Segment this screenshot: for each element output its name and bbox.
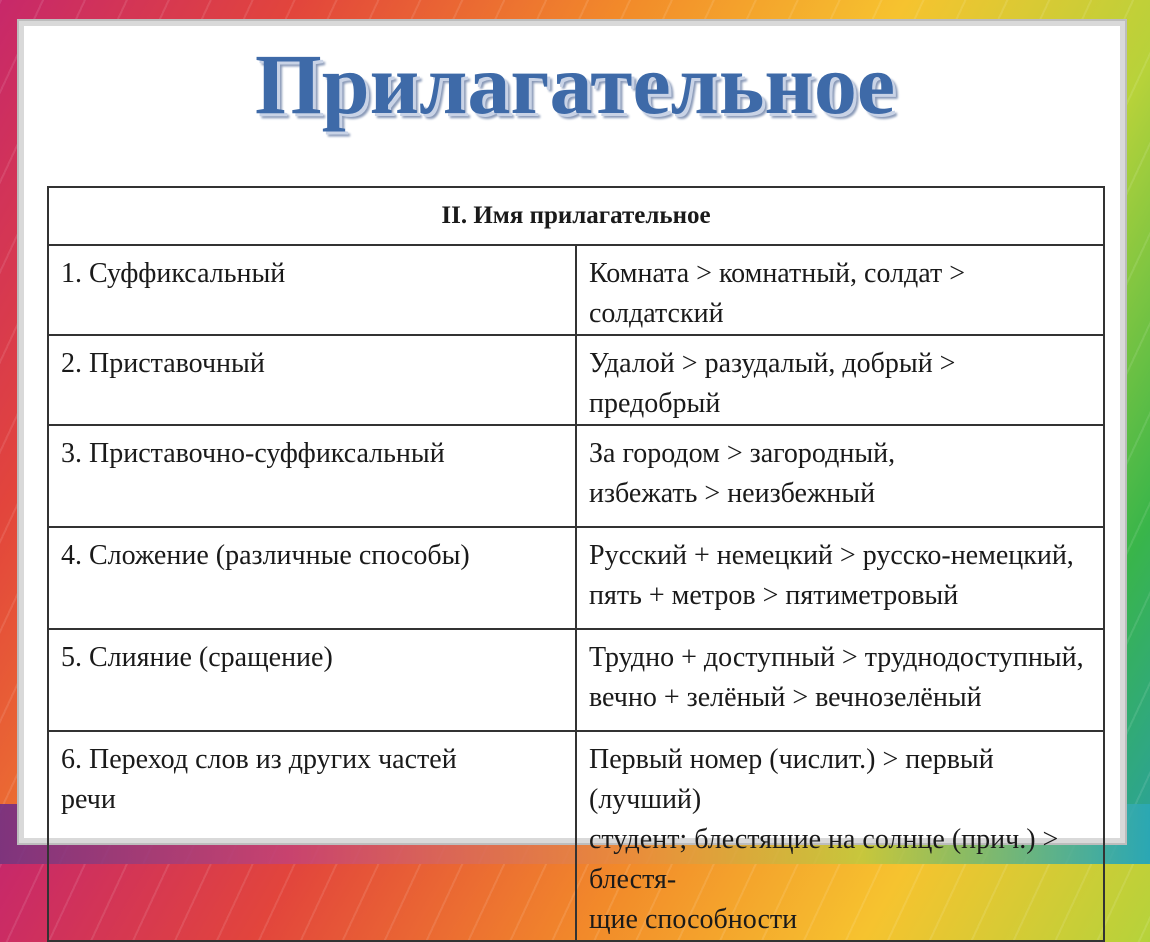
example-cell xyxy=(576,527,1104,629)
example-cell xyxy=(576,425,1104,527)
method-cell xyxy=(48,731,576,941)
example-line: Комната > комнатный, солдат > солдатский xyxy=(589,258,966,329)
method-label: 2. Приставочный xyxy=(61,348,265,379)
slide-title: Прилагательное xyxy=(254,36,896,132)
example-cell xyxy=(576,335,1104,425)
table-row xyxy=(48,335,1104,425)
table-row xyxy=(48,731,1104,941)
example-line: За городом > загородный, xyxy=(589,438,896,469)
word-formation-table xyxy=(47,186,1105,942)
method-label-line: речи xyxy=(61,784,116,815)
method-cell xyxy=(48,527,576,629)
table-row xyxy=(48,425,1104,527)
method-label: 1. Суффиксальный xyxy=(61,258,286,289)
method-cell xyxy=(48,245,576,335)
example-cell xyxy=(576,245,1104,335)
table-row xyxy=(48,527,1104,629)
example-line: Удалой > разудалый, добрый > предобрый xyxy=(589,348,956,419)
example-cell xyxy=(576,731,1104,941)
example-line: Трудно + доступный > труднодоступный, xyxy=(589,642,1084,673)
method-label: 5. Слияние (сращение) xyxy=(61,642,333,673)
method-label: 4. Сложение (различные способы) xyxy=(61,540,470,571)
method-label: 3. Приставочно-суффиксальный xyxy=(61,438,445,469)
example-line: Русский + немецкий > русско-немецкий, xyxy=(589,540,1074,571)
table-row xyxy=(48,245,1104,335)
method-cell xyxy=(48,629,576,731)
table-row xyxy=(48,629,1104,731)
example-line: избежать > неизбежный xyxy=(589,478,876,509)
method-cell xyxy=(48,425,576,527)
example-cell xyxy=(576,629,1104,731)
table-header: II. Имя прилагательное xyxy=(48,187,1104,245)
table-header-row xyxy=(48,187,1104,245)
method-label-line: 6. Переход слов из других частей xyxy=(61,744,457,775)
example-line: пять + метров > пятиметровый xyxy=(589,580,959,611)
example-line: Первый номер (числит.) > первый (лучший) xyxy=(589,744,994,815)
example-line: вечно + зелёный > вечнозелёный xyxy=(589,682,982,713)
example-line: щие способности xyxy=(589,904,798,935)
method-cell xyxy=(48,335,576,425)
example-line: студент; блестящие на солнце (прич.) > блестя- xyxy=(589,824,1059,895)
